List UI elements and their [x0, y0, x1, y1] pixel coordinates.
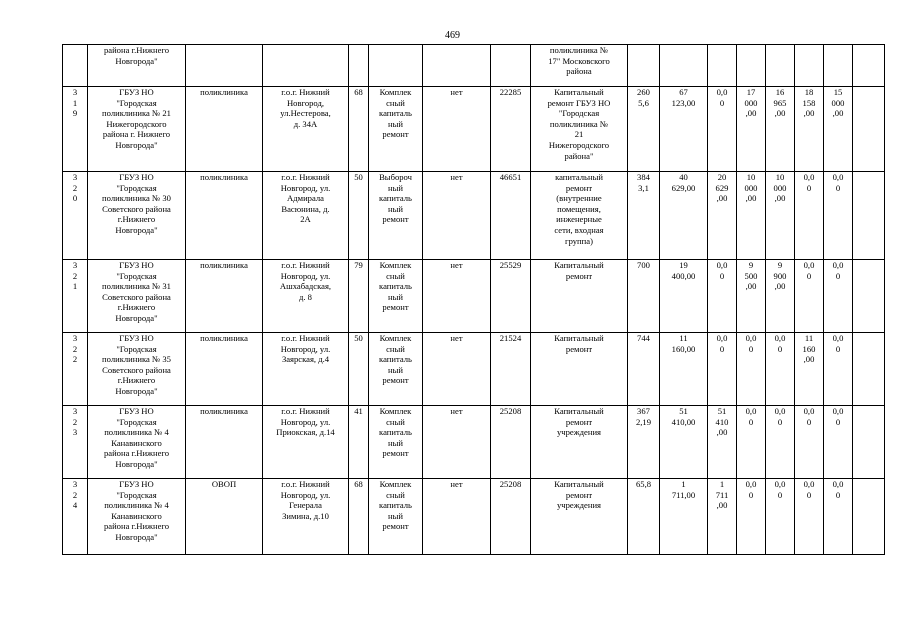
- cell-v8: [853, 87, 885, 172]
- cell-v7: 0,0 0: [824, 479, 853, 555]
- repair-program-table: [62, 44, 885, 555]
- cell-project: нет: [423, 333, 491, 406]
- cell-institution: ГБУЗ НО "Городская поликлиника № 31 Советского района г.Нижнего Новгорода": [88, 260, 186, 333]
- cell-work: Комплек сный капиталь ный ремонт: [369, 87, 423, 172]
- cell-v3: 0,0 0: [708, 87, 737, 172]
- cell-address: г.о.г. Нижний Новгород, ул. Адмирала Васюнина, д. 2А: [263, 172, 349, 260]
- cell-address: г.о.г. Нижний Новгород, ул. Ашхабадская, д. 8: [263, 260, 349, 333]
- cell-address: г.о.г. Нижний Новгород, ул. Приокская, д.14: [263, 406, 349, 479]
- cell-project: [423, 45, 491, 87]
- cell-v6: 0,0 0: [795, 260, 824, 333]
- cell-code: 22285: [491, 87, 531, 172]
- cell-v2: 51 410,00: [660, 406, 708, 479]
- cell-v4: 10 000 ,00: [737, 172, 766, 260]
- cell-v5: 10 000 ,00: [766, 172, 795, 260]
- cell-floors: 50: [349, 333, 369, 406]
- cell-floors: 41: [349, 406, 369, 479]
- cell-description: поликлиника № 17" Московского района: [531, 45, 628, 87]
- cell-v8: [853, 333, 885, 406]
- cell-work: Комплек сный капиталь ный ремонт: [369, 406, 423, 479]
- page-number: 469: [445, 30, 460, 41]
- cell-type: [186, 45, 263, 87]
- cell-institution: ГБУЗ НО "Городская поликлиника № 35 Советского района г.Нижнего Новгорода": [88, 333, 186, 406]
- cell-address: [263, 45, 349, 87]
- cell-v6: 0,0 0: [795, 172, 824, 260]
- cell-v1: 65,8: [628, 479, 660, 555]
- cell-v5: 16 965 ,00: [766, 87, 795, 172]
- cell-v3: 1 711 ,00: [708, 479, 737, 555]
- cell-v4: 0,0 0: [737, 479, 766, 555]
- cell-num: 3 2 4: [63, 479, 88, 555]
- cell-v7: 0,0 0: [824, 406, 853, 479]
- cell-v5: 0,0 0: [766, 406, 795, 479]
- cell-v4: [737, 45, 766, 87]
- cell-v1: 744: [628, 333, 660, 406]
- cell-v5: 9 900 ,00: [766, 260, 795, 333]
- cell-type: поликлиника: [186, 260, 263, 333]
- cell-v2: 11 160,00: [660, 333, 708, 406]
- cell-institution: ГБУЗ НО "Городская поликлиника № 21 Нижегородского района г. Нижнего Новгорода": [88, 87, 186, 172]
- cell-v3: 20 629 ,00: [708, 172, 737, 260]
- cell-type: поликлиника: [186, 406, 263, 479]
- cell-code: 25208: [491, 479, 531, 555]
- cell-num: 3 1 9: [63, 87, 88, 172]
- cell-v4: 9 500 ,00: [737, 260, 766, 333]
- cell-work: Выбороч ный капиталь ный ремонт: [369, 172, 423, 260]
- table-row: [63, 260, 885, 333]
- cell-v3: 0,0 0: [708, 333, 737, 406]
- cell-v1: 260 5,6: [628, 87, 660, 172]
- cell-v1: [628, 45, 660, 87]
- cell-v6: 0,0 0: [795, 406, 824, 479]
- cell-description: Капитальный ремонт учреждения: [531, 406, 628, 479]
- cell-institution: ГБУЗ НО "Городская поликлиника № 4 Канавинского района г.Нижнего Новгорода": [88, 479, 186, 555]
- cell-v2: [660, 45, 708, 87]
- cell-v7: 15 000 ,00: [824, 87, 853, 172]
- cell-v2: 40 629,00: [660, 172, 708, 260]
- cell-v6: 0,0 0: [795, 479, 824, 555]
- cell-code: [491, 45, 531, 87]
- cell-address: г.о.г. Нижний Новгород, ул.Нестерова, д. 34А: [263, 87, 349, 172]
- cell-description: Капитальный ремонт: [531, 333, 628, 406]
- cell-num: 3 2 2: [63, 333, 88, 406]
- cell-code: 21524: [491, 333, 531, 406]
- cell-v8: [853, 406, 885, 479]
- cell-v7: 0,0 0: [824, 172, 853, 260]
- cell-v4: 17 000 ,00: [737, 87, 766, 172]
- cell-address: г.о.г. Нижний Новгород, ул. Заярская, д.4: [263, 333, 349, 406]
- cell-floors: 68: [349, 479, 369, 555]
- cell-v1: 384 3,1: [628, 172, 660, 260]
- cell-v3: 51 410 ,00: [708, 406, 737, 479]
- cell-v6: 18 158 ,00: [795, 87, 824, 172]
- cell-v2: 1 711,00: [660, 479, 708, 555]
- cell-description: Капитальный ремонт ГБУЗ НО "Городская поликлиника № 21 Нижегородского района": [531, 87, 628, 172]
- cell-v8: [853, 260, 885, 333]
- cell-type: ОВОП: [186, 479, 263, 555]
- table-row: [63, 45, 885, 87]
- cell-work: [369, 45, 423, 87]
- cell-project: нет: [423, 406, 491, 479]
- cell-floors: [349, 45, 369, 87]
- cell-num: [63, 45, 88, 87]
- cell-floors: 50: [349, 172, 369, 260]
- cell-project: нет: [423, 479, 491, 555]
- table-row: [63, 479, 885, 555]
- cell-code: 25529: [491, 260, 531, 333]
- cell-v8: [853, 479, 885, 555]
- cell-num: 3 2 1: [63, 260, 88, 333]
- cell-code: 25208: [491, 406, 531, 479]
- cell-work: Комплек сный капиталь ный ремонт: [369, 260, 423, 333]
- cell-description: Капитальный ремонт учреждения: [531, 479, 628, 555]
- cell-work: Комплек сный капиталь ный ремонт: [369, 479, 423, 555]
- cell-project: нет: [423, 87, 491, 172]
- cell-v2: 19 400,00: [660, 260, 708, 333]
- cell-v1: 700: [628, 260, 660, 333]
- cell-description: капитальный ремонт (внутренние помещения, инженерные сети, входная группа): [531, 172, 628, 260]
- cell-institution: района г.Нижнего Новгорода": [88, 45, 186, 87]
- table-row: [63, 172, 885, 260]
- cell-v6: [795, 45, 824, 87]
- cell-v7: 0,0 0: [824, 260, 853, 333]
- cell-code: 46651: [491, 172, 531, 260]
- cell-description: Капитальный ремонт: [531, 260, 628, 333]
- cell-v2: 67 123,00: [660, 87, 708, 172]
- cell-v5: 0,0 0: [766, 333, 795, 406]
- cell-v5: [766, 45, 795, 87]
- table-row: [63, 87, 885, 172]
- cell-institution: ГБУЗ НО "Городская поликлиника № 4 Канавинского района г.Нижнего Новгорода": [88, 406, 186, 479]
- cell-project: нет: [423, 260, 491, 333]
- cell-v8: [853, 45, 885, 87]
- cell-type: поликлиника: [186, 333, 263, 406]
- cell-project: нет: [423, 172, 491, 260]
- table-body: [63, 45, 885, 555]
- table-row: [63, 333, 885, 406]
- cell-floors: 79: [349, 260, 369, 333]
- cell-v3: [708, 45, 737, 87]
- cell-type: поликлиника: [186, 87, 263, 172]
- cell-v4: 0,0 0: [737, 406, 766, 479]
- cell-type: поликлиника: [186, 172, 263, 260]
- cell-v3: 0,0 0: [708, 260, 737, 333]
- cell-num: 3 2 3: [63, 406, 88, 479]
- cell-institution: ГБУЗ НО "Городская поликлиника № 30 Советского района г.Нижнего Новгорода": [88, 172, 186, 260]
- cell-num: 3 2 0: [63, 172, 88, 260]
- cell-v7: [824, 45, 853, 87]
- cell-v7: 0,0 0: [824, 333, 853, 406]
- cell-v4: 0,0 0: [737, 333, 766, 406]
- cell-v1: 367 2,19: [628, 406, 660, 479]
- cell-v8: [853, 172, 885, 260]
- cell-floors: 68: [349, 87, 369, 172]
- cell-address: г.о.г. Нижний Новгород, ул. Генерала Зимина, д.10: [263, 479, 349, 555]
- cell-work: Комплек сный капиталь ный ремонт: [369, 333, 423, 406]
- table-row: [63, 406, 885, 479]
- cell-v6: 11 160 ,00: [795, 333, 824, 406]
- cell-v5: 0,0 0: [766, 479, 795, 555]
